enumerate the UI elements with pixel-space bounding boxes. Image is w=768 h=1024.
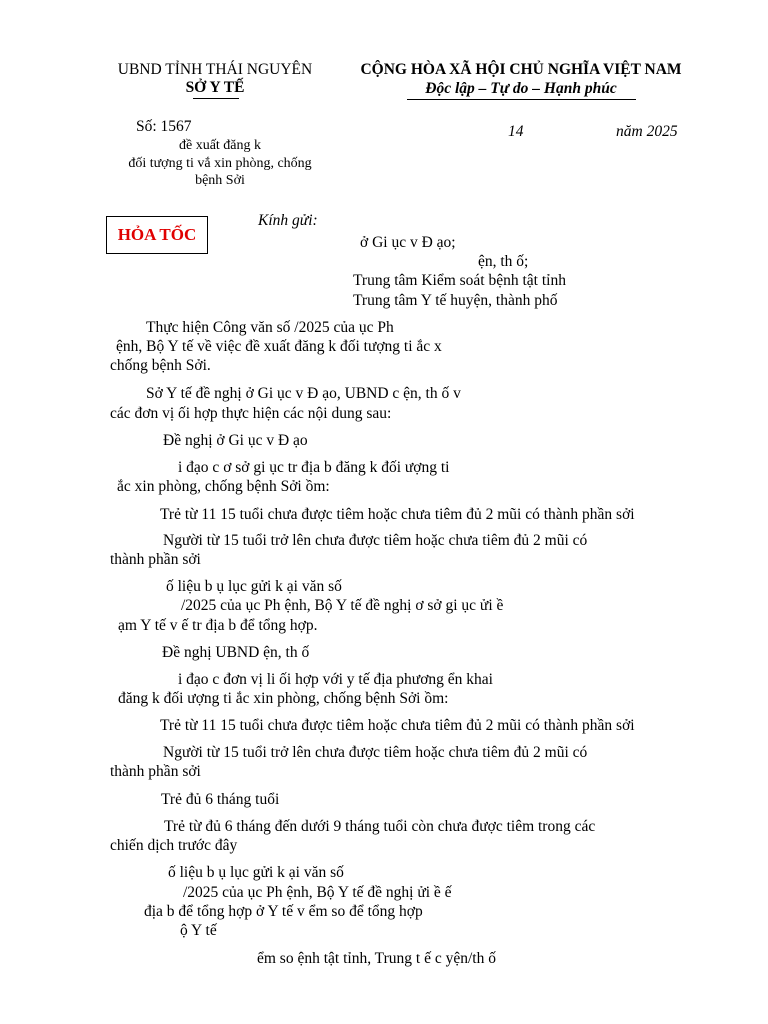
- body-line-16: i đạo c đơn vị li ối hợp với y tế địa phương ển khai: [178, 671, 493, 688]
- urgent-stamp: [106, 216, 208, 254]
- subject-line-1: đề xuất đăng k: [178, 138, 262, 153]
- body-line-5: các đơn vị ối hợp thực hiện các nội dung sau:: [110, 405, 392, 422]
- recipient-1: ở Gi ục v Đ ạo;: [360, 234, 456, 251]
- body-line-22: Trẻ từ đủ 6 tháng đến dưới 9 tháng tuổi còn chưa được tiêm trong các: [164, 818, 596, 835]
- recipient-4: Trung tâm Y tế huyện, thành phố: [353, 292, 558, 309]
- body-line-1: Thực hiện Công văn số /2025 của ục Ph: [146, 319, 394, 336]
- body-line-15: Đề nghị UBND ện, th ố: [162, 644, 310, 661]
- body-line-24: ố liệu b ụ lục gửi k ại văn số: [168, 864, 344, 881]
- national-motto: Độc lập – Tự do – Hạnh phúc: [425, 80, 617, 97]
- body-line-11: thành phần sởi: [110, 551, 201, 568]
- recipient-3: Trung tâm Kiểm soát bệnh tật tỉnh: [353, 272, 566, 289]
- body-line-3: chống bệnh Sởi.: [110, 357, 211, 374]
- issuer-authority: UBND TỈNH THÁI NGUYÊN: [117, 61, 313, 78]
- body-line-25: /2025 của ục Ph ệnh, Bộ Y tế đề nghị ửi ề ế: [183, 884, 452, 901]
- recipient-2: ện, th ố;: [478, 253, 529, 270]
- body-line-4: Sở Y tế đề nghị ở Gi ục v Đ ạo, UBND c ện, th ố v: [146, 385, 461, 402]
- body-line-23: chiến dịch trước đây: [110, 837, 238, 854]
- body-line-14: ạm Y tế v ế tr địa b để tổng hợp.: [118, 617, 318, 634]
- date-day: 14: [508, 123, 524, 140]
- body-line-6: Đề nghị ở Gi ục v Đ ạo: [163, 432, 308, 449]
- urgent-stamp-label: HỎA TỐC: [117, 225, 197, 244]
- body-line-19: Người từ 15 tuổi trở lên chưa được tiêm hoặc chưa tiêm đủ 2 mũi có: [163, 744, 588, 761]
- body-line-21: Trẻ đủ 6 tháng tuổi: [161, 791, 280, 808]
- body-line-26: địa b để tổng hợp ở Y tế v ểm so để tổng hợp: [144, 903, 423, 920]
- subject-line-3: bệnh Sởi: [195, 173, 245, 188]
- subject-line-2: đối tượng ti vắ xin phòng, chống: [128, 156, 312, 171]
- motto-underline: [407, 99, 636, 100]
- body-line-7: i đạo c ơ sở gi ục tr địa b đăng k đối ượng ti: [178, 459, 450, 476]
- issuer-department: SỞ Y TẾ: [185, 79, 245, 96]
- body-line-13: /2025 của ục Ph ệnh, Bộ Y tế đề nghị ơ sở gi ục ửi ề: [181, 597, 504, 614]
- body-line-2: ệnh, Bộ Y tế về việc đề xuất đăng k đối tượng ti ắc x: [116, 338, 442, 355]
- body-line-17: đăng k đối ượng ti ắc xin phòng, chống bệnh Sởi ồm:: [118, 690, 449, 707]
- issuer-underline: [193, 98, 239, 99]
- body-line-20: thành phần sởi: [110, 763, 201, 780]
- body-line-8: ắc xin phòng, chống bệnh Sởi ồm:: [117, 478, 330, 495]
- body-line-28: ểm so ệnh tật tỉnh, Trung t ế c yện/th ố: [257, 950, 496, 967]
- national-title: CỘNG HÒA XÃ HỘI CHỦ NGHĨA VIỆT NAM: [360, 61, 682, 78]
- recipients-label: Kính gửi:: [258, 212, 318, 229]
- body-line-27: ộ Y tế: [180, 922, 217, 939]
- body-line-10: Người từ 15 tuổi trở lên chưa được tiêm hoặc chưa tiêm đủ 2 mũi có: [163, 532, 588, 549]
- body-line-12: ố liệu b ụ lục gửi k ại văn số: [166, 578, 342, 595]
- body-line-9: Trẻ từ 11 15 tuổi chưa được tiêm hoặc chưa tiêm đủ 2 mũi có thành phần sởi: [160, 506, 635, 523]
- body-line-18: Trẻ từ 11 15 tuổi chưa được tiêm hoặc chưa tiêm đủ 2 mũi có thành phần sởi: [160, 717, 635, 734]
- date-year: năm 2025: [616, 123, 678, 140]
- document-number: Số: 1567: [136, 118, 192, 135]
